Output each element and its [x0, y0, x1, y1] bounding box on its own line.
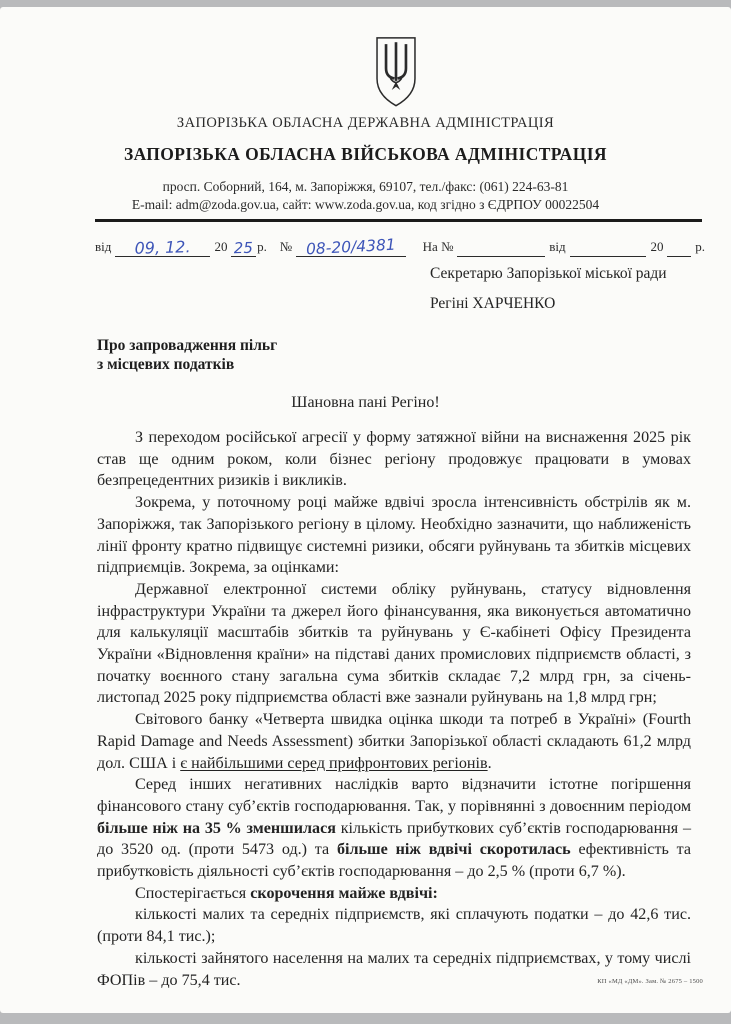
reply-from-label: від [549, 239, 566, 254]
reply-to-number-field [457, 239, 545, 257]
text-segment: кількості зайнятого населення на малих та середніх підприємствах, у тому числі ФОПів – до 75,4 тис. [97, 949, 691, 989]
reply-to-number-label: На № [422, 239, 454, 254]
bold-text-segment: скорочення майже вдвічі: [250, 884, 438, 902]
body-paragraph [97, 904, 691, 947]
org-name-military-administration: ЗАПОРІЗЬКА ОБЛАСНА ВІЙСЬКОВА АДМІНІСТРАЦІЯ [124, 144, 607, 164]
text-segment: Спостерігається [135, 884, 251, 902]
letter-subject [97, 336, 277, 374]
text-segment: ефективність та прибутковість діяльності суб’єктів господарювання – до 2,5 % (проти 6,7 %). [97, 841, 691, 881]
underlined-text-segment: є найбільшими серед прифронтових регіонів [180, 754, 488, 772]
reply-from-date-field [570, 239, 647, 257]
outgoing-year-prefix: 20 [214, 239, 228, 254]
reply-year-suffix: р. [695, 239, 705, 254]
body-paragraph [97, 709, 691, 774]
text-segment: кількості малих та середніх підприємств, які сплачують податки – до 42,6 тис. (проти 84,1 тис.); [97, 906, 691, 946]
body-paragraph [97, 427, 691, 492]
reference-row [95, 231, 705, 257]
reply-year-prefix: 20 [650, 239, 664, 254]
outgoing-number-label: № [279, 239, 293, 254]
handwritten-date: 09, 12. [134, 237, 192, 258]
text-segment: Серед інших негативних наслідків варто відзначити істотне погіршення фінансового стану суб’єктів господарювання. Так, у порівнянні з довоєнним періодом [97, 776, 691, 815]
print-shop-code: КП «МД «ДМ». Зам. № 2675 – 1500 [597, 978, 703, 985]
text-segment: Зокрема, у поточному році майже вдвічі зросла інтенсивність обстрілів як м. Запоріжжя, так Запорізького регіону в цілому. Необхідно зазначити, що наближеність лінії фронту кратно підвищує системні ризики, обсяги руйнувань та збитків місцевих підприємців. Зокрема, за оцінками: [97, 494, 691, 577]
body-paragraph [97, 774, 691, 883]
text-segment [472, 841, 480, 858]
body-paragraph [97, 579, 691, 709]
handwritten-number: 08-20/4381 [305, 235, 397, 259]
org-address-line: просп. Соборний, 164, м. Запоріжжя, 69107, тел./факс: (061) 224-63-81 [162, 179, 569, 194]
subject-line-1: Про запровадження пільг [97, 337, 278, 354]
ukraine-trident-shield-emblem-icon [367, 35, 425, 109]
header-divider-rule [95, 219, 702, 222]
outgoing-year-field [231, 239, 256, 257]
org-name-state-administration: ЗАПОРІЗЬКА ОБЛАСНА ДЕРЖАВНА АДМІНІСТРАЦІЯ [176, 115, 555, 131]
outgoing-number-field [296, 235, 406, 259]
subject-line-2: з місцевих податків [97, 356, 235, 373]
body-paragraph [97, 883, 691, 905]
handwritten-year: 25 [234, 238, 254, 258]
body-paragraph [97, 492, 691, 579]
outgoing-date-field [115, 239, 210, 257]
text-segment: кількість прибуткових суб’єктів господарювання – до 3520 од. (проти 5473 од.) та [97, 819, 692, 859]
text-segment: . [487, 754, 492, 772]
letter-body [97, 427, 691, 991]
text-segment: Державної електронної системи обліку руйнувань, статусу відновлення інфраструктури України та джерел його фінансування, яка виконується автоматично для калькуляції масштабів збитків та руйнувань у Є-кабінеті Офісу Президента України «Відновлення країни» на підставі даних промислових підприємств області, з початку воєнного стану загальна сума збитків складає 7,2 млрд грн, за січень-листопад 2025 року підприємства області вже зазнали руйнувань на 1,8 млрд грн; [97, 580, 691, 707]
salutation: Шановна пані Регіно! [291, 394, 440, 411]
bold-text-segment: більше ніж на 35 % зменшилася [97, 819, 336, 837]
recipient-block [430, 265, 667, 313]
recipient-title: Секретарю Запорізької міської ради [430, 265, 667, 282]
letter-paper [0, 7, 731, 1013]
text-segment: З переходом російської агресії у форму затяжної війни на виснаження 2025 рік став ще одним роком, коли бізнес регіону продовжує працювати в умовах безпрецедентних ризиків і викликів. [97, 429, 691, 490]
text-segment: Світового банку «Четверта швидка оцінка шкоди та потреб в Україні» (Fourth Rapid Damage and Needs Assessment) збитки Запорізької області складають 61,2 млрд дол. США і [97, 711, 691, 772]
reply-year-field [667, 239, 691, 257]
outgoing-year-suffix: р. [257, 239, 267, 254]
org-contacts-line: E-mail: adm@zoda.gov.ua, сайт: www.zoda.gov.ua, код згідно з ЄДРПОУ 00022504 [131, 197, 600, 212]
bold-text-segment: більше ніж вдвічі [336, 841, 472, 859]
bold-text-segment: скоротилась [479, 841, 571, 859]
recipient-name: Регіні ХАРЧЕНКО [430, 295, 556, 312]
outgoing-date-label: від [95, 239, 112, 254]
